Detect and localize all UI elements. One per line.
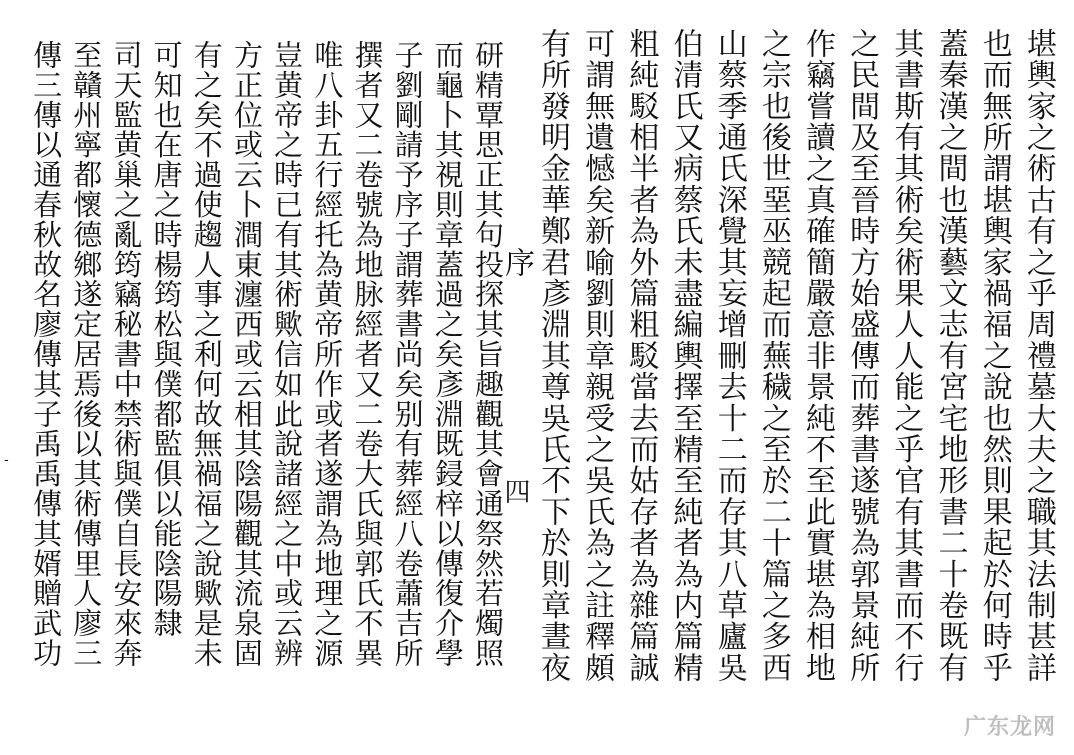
text-column: 可謂無遺憾矣新喻劉則章親受之吳氏為之註釋頗 bbox=[579, 28, 615, 684]
folio-section-title: 序 bbox=[499, 247, 534, 277]
text-column: 作竊嘗讀之真確簡嚴意非景純不至此實堪為相地 bbox=[800, 28, 836, 684]
text-column: 其書斯有其術矣術果人人能之乎官有其書而不行 bbox=[888, 28, 924, 684]
text-column: 司天監黄巢之亂筠竊秘書中禁術與僕自長安來奔 bbox=[109, 40, 144, 668]
watermark: 广东龙网 bbox=[963, 715, 1056, 740]
text-column: 而龜卜其視則章蓋過之矣彥淵既鋟梓以傳復介學 bbox=[430, 40, 465, 668]
text-column: 堪輿家之術古有之乎周禮墓大夫之職其法制甚詳 bbox=[1020, 28, 1056, 684]
text-column: 之宗也後世堊巫競起而蕪穢之至於二十篇之多西 bbox=[755, 28, 791, 684]
text-column: 撰者又二卷號為地脉經者又二卷大氏與郭氏不異 bbox=[350, 40, 385, 668]
right-page bbox=[530, 28, 1060, 728]
text-column: 之民間及至晉時方始盛傳而葬書遂號為郭景純所 bbox=[844, 28, 880, 684]
folio-page-number: 四 bbox=[500, 478, 530, 504]
page-gutter bbox=[527, 0, 528, 755]
text-column: 唯八卦五行經托為黄帝所作或者遂謂為地理之源 bbox=[310, 40, 345, 668]
text-column: 也而無所謂堪輿家禍福之說也然則果起於何時乎 bbox=[976, 28, 1012, 684]
left-page bbox=[28, 40, 510, 740]
text-column: 傳三傳以通春秋故名廖傳其子禹禹傳其婿贈武功 bbox=[29, 40, 64, 668]
margin-mark: - bbox=[4, 452, 9, 468]
text-column: 子劉剛請予序子謂葬書尚矣别有葬經八卷蕭吉所 bbox=[390, 40, 425, 668]
text-column: 方正位或云卜澗東瀍西或云相其陰陽觀其流泉固 bbox=[229, 40, 264, 668]
text-column: 山蔡季通氏深覺其妄增刪去十二而存其八草廬吳 bbox=[711, 28, 747, 684]
text-column: 豈黄帝之時已有其術歟信如此說諸經之中或云辨 bbox=[270, 40, 305, 668]
text-column: 至贛州寧都懷德鄉遂定居焉後以其術傳里人廖三 bbox=[69, 40, 104, 668]
text-column: 有所發明金華鄭君彥淵其尊吳氏不下於則章晝夜 bbox=[535, 28, 570, 684]
text-column: 可知也在唐之時楊筠松與僕都監俱以能陰陽隸 bbox=[149, 40, 184, 638]
text-column: 有之矣不過使趨人事之利何故無禍福之說歟是未 bbox=[189, 40, 224, 668]
text-column: 伯清氏又病蔡氏未盡編輿擇至精至純者為内篇精 bbox=[667, 28, 703, 684]
text-column: 研精覃思正其句投探其旨趣觀其會通祭然若燭照 bbox=[471, 40, 505, 668]
text-column: 蓋秦漢之間也漢藝文志有宮宅地形書二十卷既有 bbox=[932, 28, 968, 684]
text-column: 粗純駁相半者為外篇粗駁當去而姑存者為雜篇誠 bbox=[623, 28, 659, 684]
